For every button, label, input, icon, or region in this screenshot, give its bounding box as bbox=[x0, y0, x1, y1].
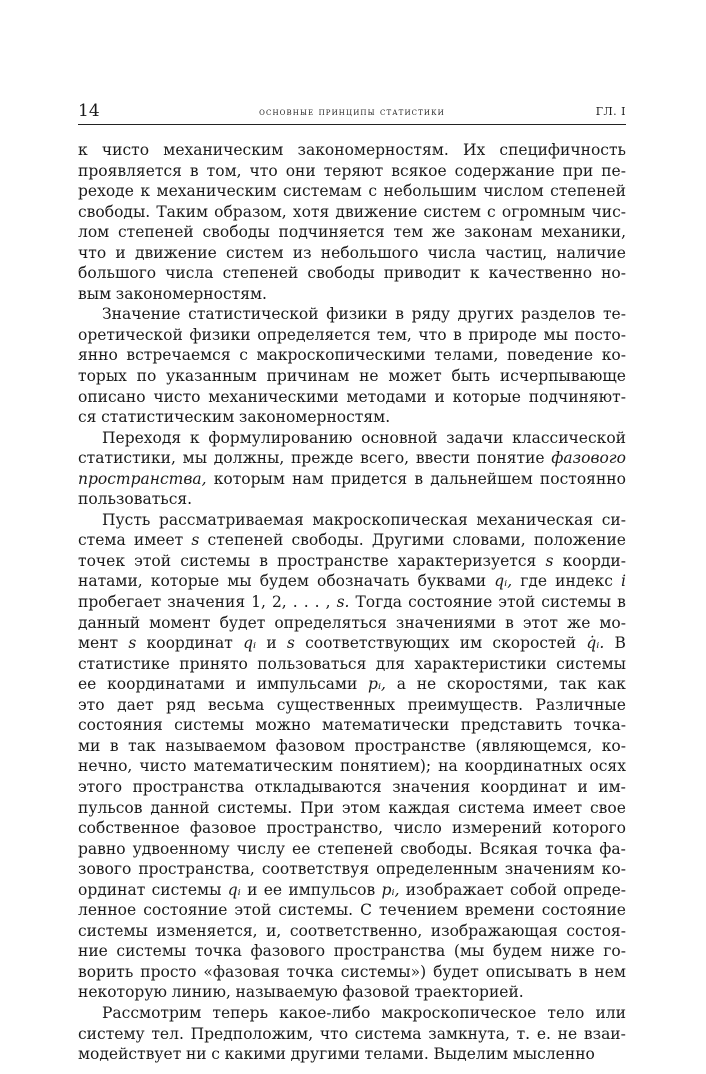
text-line: описано чисто механическими методами и которые подчиняют- bbox=[78, 387, 626, 406]
text-line: статистике принято пользоваться для характеристики системы bbox=[78, 654, 626, 673]
text-line: оретической физики определяется тем, что в природе мы посто- bbox=[78, 325, 626, 344]
text-line: ние системы точка фазового пространства (мы будем ниже го- bbox=[78, 942, 626, 961]
text-line: собственное фазовое пространство, число измерений которого bbox=[78, 819, 626, 838]
paragraph bbox=[78, 140, 626, 304]
text-line: ординат системы qᵢ и ее импульсов pᵢ, изображает собой опреде- bbox=[78, 880, 626, 899]
text-line: системы изменяется, и, соответственно, изображающая состоя- bbox=[78, 921, 626, 940]
text-line: стема имеет s степеней свободы. Другими словами, положение bbox=[78, 531, 626, 550]
text-line: точек этой системы в пространстве характеризуется s коорди- bbox=[78, 551, 626, 570]
text-line: некоторую линию, называемую фазовой траекторией. bbox=[78, 983, 524, 1002]
text-line: вым закономерностям. bbox=[78, 284, 267, 303]
text-line: это дает ряд весьма существенных преимуществ. Различные bbox=[78, 695, 626, 714]
paragraph bbox=[78, 1003, 626, 1065]
text-line: ленное состояние этой системы. С течением времени состояние bbox=[78, 901, 626, 920]
text-line: Рассмотрим теперь какое-либо макроскопическое тело или bbox=[102, 1003, 626, 1022]
text-line: свободы. Таким образом, хотя движение систем с огромным чис- bbox=[78, 202, 626, 221]
text-line: Значение статистической физики в ряду других разделов те- bbox=[102, 305, 626, 324]
text-line: ее координатами и импульсами pᵢ, а не скоростями, так как bbox=[78, 675, 626, 694]
text-line: большого числа степеней свободы приводит к качественно но- bbox=[78, 264, 626, 283]
running-title: основные принципы статистики bbox=[259, 106, 445, 118]
text-line: ми в так называемом фазовом пространстве (являющемся, ко- bbox=[78, 736, 626, 755]
page-header bbox=[78, 102, 626, 125]
text-line: янно встречаемся с макроскопическими телами, поведение ко- bbox=[78, 346, 626, 365]
text-line: пользоваться. bbox=[78, 490, 193, 509]
text-line: Переходя к формулированию основной задачи классической bbox=[102, 428, 626, 447]
text-line: равно удвоенному числу ее степеней свободы. Всякая точка фа- bbox=[78, 839, 626, 858]
text-line: пробегает значения 1, 2, . . . , s. Тогда состояние этой системы в bbox=[78, 593, 626, 612]
paragraph bbox=[78, 510, 626, 1003]
text-line: зового пространства, соответствуя определенным значениям ко- bbox=[78, 860, 626, 879]
text-line: данный момент будет определяться значениями в этот же мо- bbox=[78, 613, 626, 632]
text-line: ворить просто «фазовая точка системы») будет описывать в нем bbox=[78, 962, 626, 981]
paragraph bbox=[78, 428, 626, 510]
text-line: пространства, которым нам придется в дальнейшем постоянно bbox=[78, 469, 626, 488]
text-line: пульсов данной системы. При этом каждая система имеет свое bbox=[78, 798, 626, 817]
text-line: к чисто механическим закономерностям. Их специфичность bbox=[78, 141, 626, 159]
text-line: реходе к механическим системам с небольшим числом степеней bbox=[78, 182, 626, 201]
text-line: состояния системы можно математически представить точка- bbox=[78, 716, 626, 735]
text-line: торых по указанным причинам не может быть исчерпывающе bbox=[78, 367, 626, 386]
text-line: систему тел. Предположим, что система замкнута, т. е. не взаи- bbox=[78, 1024, 626, 1043]
text-line: этого пространства откладываются значения координат и им- bbox=[78, 777, 626, 796]
paragraph bbox=[78, 304, 626, 427]
chapter-reference: ГЛ. I bbox=[595, 105, 626, 118]
text-line: статистики, мы должны, прежде всего, ввести понятие фазового bbox=[78, 449, 626, 468]
text-line: лом степеней свободы подчиняется тем же законам механики, bbox=[78, 223, 626, 242]
text-line: мент s координат qᵢ и s соответствующих им скоростей q̇ᵢ. В bbox=[78, 634, 626, 653]
text-line: Пусть рассматриваемая макроскопическая механическая си- bbox=[102, 510, 626, 529]
text-line: модействует ни с какими другими телами. Выделим мысленно bbox=[78, 1045, 595, 1064]
text-line: что и движение систем из небольшого числа частиц, наличие bbox=[78, 243, 626, 262]
text-line: ся статистическим закономерностям. bbox=[78, 408, 391, 427]
body-text bbox=[78, 140, 626, 1065]
text-line: проявляется в том, что они теряют всякое содержание при пе- bbox=[78, 161, 626, 180]
text-line: натами, которые мы будем обозначать буквами qᵢ, где индекс i bbox=[78, 572, 626, 591]
text-line: нечно, чисто математическим понятием); на координатных осях bbox=[78, 757, 626, 776]
page-number: 14 bbox=[78, 101, 100, 121]
